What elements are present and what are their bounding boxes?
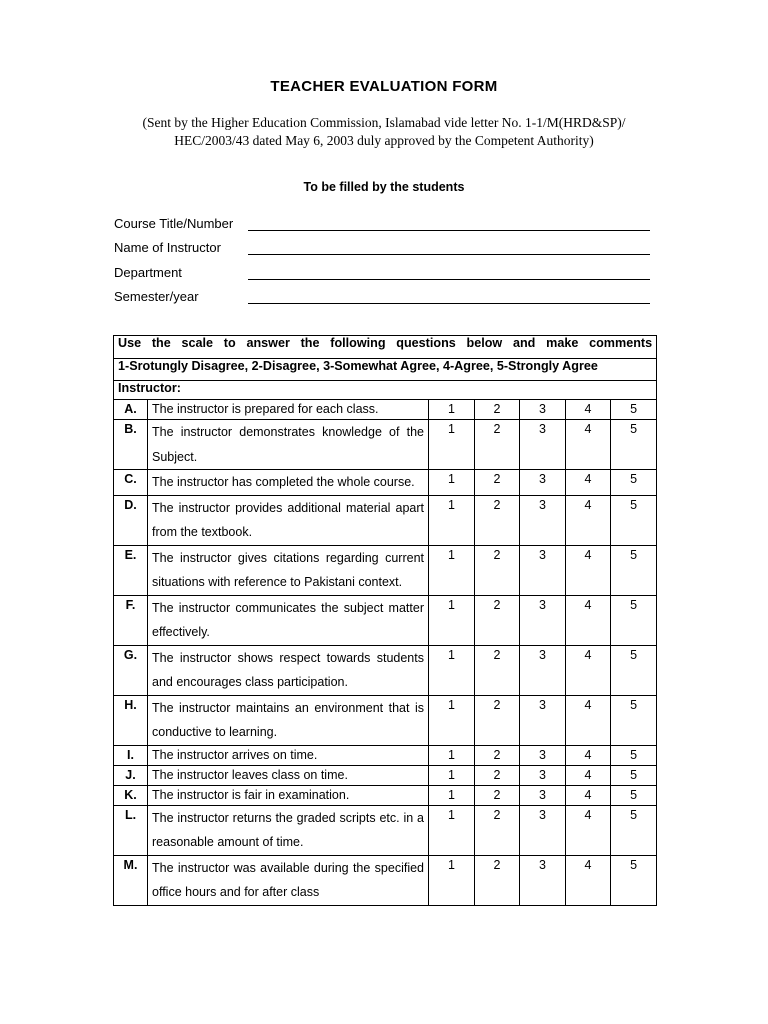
field-label: Name of Instructor [114, 240, 221, 256]
subtitle-line-1: (Sent by the Higher Education Commission, Islamabad vide letter No. 1-1/M(HRD&SP)/ [142, 115, 626, 130]
question-letter: E. [114, 545, 148, 595]
rating-option-3[interactable]: 3 [520, 785, 566, 805]
rating-option-2[interactable]: 2 [475, 785, 520, 805]
field-instructor-name [114, 236, 654, 261]
rating-option-4[interactable]: 4 [566, 545, 611, 595]
rating-option-5[interactable]: 5 [611, 805, 657, 855]
field-label: Course Title/Number [114, 215, 234, 231]
rating-option-2[interactable]: 2 [475, 545, 520, 595]
rating-option-1[interactable]: 1 [429, 495, 475, 545]
rating-option-4[interactable]: 4 [566, 805, 611, 855]
rating-option-1[interactable]: 1 [429, 785, 475, 805]
question-row [114, 470, 657, 496]
rating-option-3[interactable]: 3 [520, 765, 566, 785]
rating-option-1[interactable]: 1 [429, 745, 475, 765]
rating-option-2[interactable]: 2 [475, 595, 520, 645]
question-letter: J. [114, 765, 148, 785]
semester-year-blank[interactable] [248, 289, 650, 304]
question-letter: I. [114, 745, 148, 765]
rating-option-4[interactable]: 4 [566, 400, 611, 420]
rating-option-2[interactable]: 2 [475, 400, 520, 420]
question-text: The instructor is prepared for each class. [148, 400, 429, 420]
question-letter: F. [114, 595, 148, 645]
rating-option-3[interactable]: 3 [520, 470, 566, 496]
rating-option-1[interactable]: 1 [429, 420, 475, 470]
rating-option-2[interactable]: 2 [475, 495, 520, 545]
question-row [114, 545, 657, 595]
question-text: The instructor provides additional material apart from the textbook. [148, 495, 429, 545]
field-department [114, 260, 654, 285]
question-row [114, 695, 657, 745]
rating-option-3[interactable]: 3 [520, 745, 566, 765]
question-letter: H. [114, 695, 148, 745]
field-label: Department [114, 264, 182, 280]
question-letter: A. [114, 400, 148, 420]
rating-option-2[interactable]: 2 [475, 765, 520, 785]
rating-option-4[interactable]: 4 [566, 855, 611, 905]
question-text: The instructor maintains an environment that is conductive to learning. [148, 695, 429, 745]
department-blank[interactable] [248, 265, 650, 280]
rating-option-1[interactable]: 1 [429, 805, 475, 855]
question-text: The instructor has completed the whole course. [148, 470, 429, 496]
rating-option-4[interactable]: 4 [566, 745, 611, 765]
question-letter: B. [114, 420, 148, 470]
rating-option-5[interactable]: 5 [611, 765, 657, 785]
rating-option-4[interactable]: 4 [566, 765, 611, 785]
rating-option-4[interactable]: 4 [566, 695, 611, 745]
question-row [114, 645, 657, 695]
rating-option-1[interactable]: 1 [429, 470, 475, 496]
rating-option-2[interactable]: 2 [475, 695, 520, 745]
course-title-blank[interactable] [248, 216, 650, 231]
form-title: TEACHER EVALUATION FORM [270, 78, 498, 95]
field-semester-year [114, 285, 654, 310]
rating-option-1[interactable]: 1 [429, 400, 475, 420]
rating-option-5[interactable]: 5 [611, 420, 657, 470]
rating-option-2[interactable]: 2 [475, 805, 520, 855]
question-row [114, 420, 657, 470]
rating-option-2[interactable]: 2 [475, 645, 520, 695]
rating-option-5[interactable]: 5 [611, 695, 657, 745]
rating-option-5[interactable]: 5 [611, 595, 657, 645]
question-letter: L. [114, 805, 148, 855]
question-letter: C. [114, 470, 148, 496]
rating-option-5[interactable]: 5 [611, 400, 657, 420]
rating-option-5[interactable]: 5 [611, 855, 657, 905]
question-letter: G. [114, 645, 148, 695]
rating-option-5[interactable]: 5 [611, 645, 657, 695]
question-text: The instructor arrives on time. [148, 745, 429, 765]
question-text: The instructor communicates the subject matter effectively. [148, 595, 429, 645]
question-row [114, 595, 657, 645]
rating-option-1[interactable]: 1 [429, 695, 475, 745]
question-text: The instructor gives citations regarding current situations with reference to Pakistani context. [148, 545, 429, 595]
rating-option-3[interactable]: 3 [520, 420, 566, 470]
rating-option-1[interactable]: 1 [429, 855, 475, 905]
question-row [114, 785, 657, 805]
scale-intro: Use the scale to answer the following questions below and make comments [114, 336, 657, 359]
scale-legend: 1-Srotungly Disagree, 2-Disagree, 3-Somewhat Agree, 4-Agree, 5-Strongly Agree [114, 359, 657, 381]
question-row [114, 855, 657, 905]
form-subtitle [0, 114, 768, 150]
question-text: The instructor shows respect towards students and encourages class participation. [148, 645, 429, 695]
question-letter: D. [114, 495, 148, 545]
rating-option-4[interactable]: 4 [566, 785, 611, 805]
field-label: Semester/year [114, 289, 199, 305]
question-text: The instructor was available during the specified office hours and for after class [148, 855, 429, 905]
question-row [114, 765, 657, 785]
field-course-title [114, 211, 654, 236]
rating-option-1[interactable]: 1 [429, 645, 475, 695]
question-text: The instructor is fair in examination. [148, 785, 429, 805]
fill-instructions: To be filled by the students [303, 180, 465, 194]
question-row [114, 495, 657, 545]
rating-option-5[interactable]: 5 [611, 785, 657, 805]
evaluation-table [113, 335, 657, 906]
rating-option-3[interactable]: 3 [520, 400, 566, 420]
question-row [114, 745, 657, 765]
question-text: The instructor leaves class on time. [148, 765, 429, 785]
question-row [114, 400, 657, 420]
course-info-fields [114, 211, 654, 309]
instructor-name-blank[interactable] [248, 240, 650, 255]
question-letter: K. [114, 785, 148, 805]
rating-option-4[interactable]: 4 [566, 645, 611, 695]
rating-option-3[interactable]: 3 [520, 645, 566, 695]
rating-option-2[interactable]: 2 [475, 855, 520, 905]
rating-option-4[interactable]: 4 [566, 420, 611, 470]
rating-option-5[interactable]: 5 [611, 495, 657, 545]
rating-option-4[interactable]: 4 [566, 595, 611, 645]
rating-option-3[interactable]: 3 [520, 495, 566, 545]
question-letter: M. [114, 855, 148, 905]
rating-option-3[interactable]: 3 [520, 805, 566, 855]
rating-option-2[interactable]: 2 [475, 470, 520, 496]
rating-option-5[interactable]: 5 [611, 545, 657, 595]
rating-option-3[interactable]: 3 [520, 695, 566, 745]
subtitle-line-2: HEC/2003/43 dated May 6, 2003 duly approved by the Competent Authority) [174, 133, 594, 148]
rating-option-1[interactable]: 1 [429, 765, 475, 785]
rating-option-3[interactable]: 3 [520, 595, 566, 645]
rating-option-2[interactable]: 2 [475, 745, 520, 765]
rating-option-3[interactable]: 3 [520, 545, 566, 595]
rating-option-5[interactable]: 5 [611, 470, 657, 496]
question-text: The instructor returns the graded scripts etc. in a reasonable amount of time. [148, 805, 429, 855]
rating-option-3[interactable]: 3 [520, 855, 566, 905]
question-row [114, 805, 657, 855]
rating-option-4[interactable]: 4 [566, 495, 611, 545]
rating-option-4[interactable]: 4 [566, 470, 611, 496]
rating-option-1[interactable]: 1 [429, 595, 475, 645]
question-text: The instructor demonstrates knowledge of the Subject. [148, 420, 429, 470]
rating-option-1[interactable]: 1 [429, 545, 475, 595]
rating-option-5[interactable]: 5 [611, 745, 657, 765]
rating-option-2[interactable]: 2 [475, 420, 520, 470]
section-heading: Instructor: [114, 381, 657, 400]
